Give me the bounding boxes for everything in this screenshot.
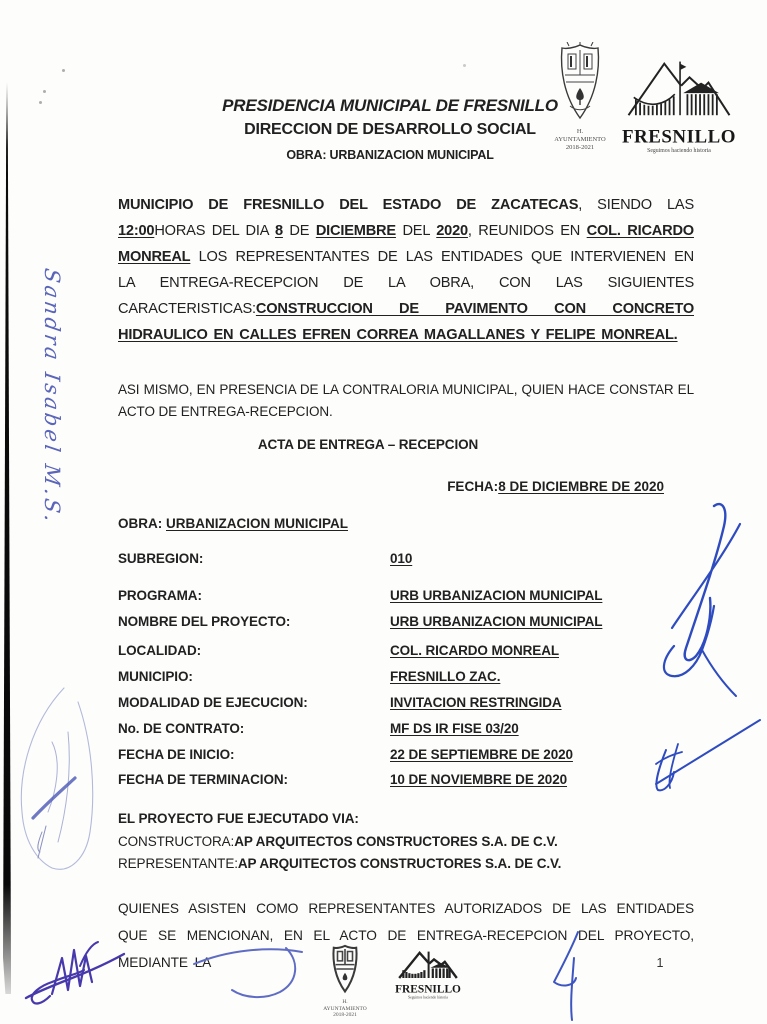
signature-left-faint	[12, 682, 117, 877]
scan-edge-artifact	[3, 82, 11, 994]
footer-crest-caption-line2: 2018-2021	[333, 1012, 357, 1018]
field-value: 010	[390, 551, 413, 566]
crest-caption-line1: H. AYUNTAMIENTO	[554, 128, 606, 143]
text-segment: LOS REPRESENTANTES DE LAS ENTIDADES QUE INTERVIENEN EN LA ENTREGA-RECEPCION DE LA OBRA, CON LAS SIGUIENTES CARACTERISTICAS:	[118, 249, 694, 317]
text-segment: DE	[282, 223, 316, 239]
execution-value: AP ARQUITECTOS CONSTRUCTORES S.A. DE C.V.	[237, 856, 562, 871]
execution-heading: EL PROYECTO FUE EJECUTADO VIA:	[118, 811, 359, 826]
field-row-fecha-inicio	[118, 747, 694, 773]
signature-right-lower	[648, 692, 767, 797]
document-title: ACTA DE ENTREGA – RECEPCION	[257, 437, 479, 452]
footer-fresnillo-tagline: Seguimos haciendo historia	[408, 995, 448, 1000]
footer-fresnillo-logo-icon	[380, 948, 476, 1008]
obra-label: OBRA:	[118, 516, 166, 531]
signature-bottom-left	[22, 936, 132, 1011]
field-value: COL. RICARDO MONREAL	[390, 643, 559, 659]
closing-paragraph: QUIENES ASISTEN COMO REPRESENTANTES AUTORIZADOS DE LAS ENTIDADES QUE SE MENCIONAN, EN EL ACTO DE ENTREGA-RECEPCION DEL PROYECTO, MEDIANTE LA	[118, 901, 694, 970]
scan-speck	[43, 90, 46, 93]
pen-stroke-center	[548, 928, 590, 1024]
intro-paragraph	[118, 192, 694, 348]
text-segment: DEL	[395, 223, 437, 239]
field-value: INVITACION RESTRINGIDA	[390, 694, 562, 710]
crest-caption	[554, 128, 606, 152]
footer-municipal-crest	[322, 944, 368, 1019]
text-segment: , SIENDO LAS	[578, 197, 694, 213]
field-label: NOMBRE DEL PROYECTO:	[118, 613, 291, 629]
obra-line	[118, 516, 348, 531]
text-segment: , REUNIDOS EN	[467, 223, 587, 239]
field-row-contrato	[118, 721, 694, 747]
municipal-crest	[554, 42, 606, 152]
project-fields	[118, 551, 694, 798]
date-value: 8 DE DICIEMBRE DE 2020	[498, 479, 664, 494]
text-segment: DICIEMBRE	[315, 223, 396, 239]
execution-label: CONSTRUCTORA:	[118, 833, 235, 849]
field-label: SUBREGION:	[118, 551, 204, 566]
date-label: FECHA:	[447, 479, 499, 494]
field-label: LOCALIDAD:	[118, 643, 201, 659]
fresnillo-tagline: Seguimos haciendo historia	[647, 148, 711, 155]
execution-label: REPRESENTANTE:	[118, 856, 238, 871]
field-label: MUNICIPIO:	[118, 669, 193, 685]
header-line-direccion: DIRECCION DE DESARROLLO SOCIAL	[244, 121, 536, 138]
field-label: FECHA DE TERMINACION:	[118, 772, 288, 788]
scan-speck	[39, 101, 42, 104]
field-row-subregion	[118, 551, 694, 577]
obra-value: URBANIZACION MUNICIPAL	[166, 516, 348, 531]
crest-caption-line2: 2018-2021	[565, 144, 595, 151]
field-value: 10 DE NOVIEMBRE DE 2020	[390, 772, 568, 788]
text-segment: 2020	[436, 223, 468, 239]
footer-fresnillo-wordmark: FRESNILLO	[395, 983, 461, 996]
fresnillo-wordmark: FRESNILLO	[621, 126, 737, 148]
witness-paragraph: ASI MISMO, EN PRESENCIA DE LA CONTRALORIA MUNICIPAL, QUIEN HACE CONSTAR EL ACTO DE ENTREGA-RECEPCION.	[118, 382, 694, 419]
field-value: FRESNILLO ZAC.	[390, 669, 501, 685]
handwritten-margin-note: Sandra Isabel M.S.	[40, 266, 64, 527]
text-segment: COL. RICARDO MONREAL	[118, 223, 694, 265]
signature-right-large	[652, 498, 767, 708]
execution-value: AP ARQUITECTOS CONSTRUCTORES S.A. DE C.V.	[234, 833, 558, 849]
text-segment: 12:00	[118, 223, 155, 239]
footer-crest-caption-line1: H. AYUNTAMIENTO	[323, 999, 367, 1012]
crest-shield-icon	[556, 42, 604, 122]
text-segment: MUNICIPIO DE FRESNILLO DEL ESTADO DE ZACATECAS	[118, 197, 579, 213]
scan-speck	[463, 64, 466, 67]
header-line-presidencia: PRESIDENCIA MUNICIPAL DE FRESNILLO	[222, 96, 558, 115]
field-row-nombre-proyecto	[118, 614, 694, 640]
text-segment: HORAS DEL DIA	[154, 223, 275, 239]
field-value: MF DS IR FISE 03/20	[390, 720, 519, 736]
signature-bottom-center	[188, 938, 308, 1008]
text-segment: CONSTRUCCION DE PAVIMENTO CON CONCRETO HIDRAULICO EN CALLES EFREN CORREA MAGALLANES Y FELIPE MONREAL.	[118, 301, 694, 343]
footer-crest-caption	[322, 999, 368, 1019]
field-label: MODALIDAD DE EJECUCION:	[118, 694, 308, 710]
header-line-obra: OBRA: URBANIZACION MUNICIPAL	[286, 148, 494, 162]
execution-block	[118, 808, 694, 876]
fresnillo-logo	[620, 50, 738, 177]
field-row-fecha-terminacion	[118, 772, 694, 798]
field-label: FECHA DE INICIO:	[118, 746, 235, 762]
field-label: No. DE CONTRATO:	[118, 720, 245, 736]
execution-row-representante	[118, 853, 694, 876]
fresnillo-logo-icon	[620, 50, 738, 172]
scan-speck	[62, 69, 65, 72]
field-row-municipio	[118, 669, 694, 695]
footer-fresnillo-logo	[378, 948, 478, 1013]
field-row-localidad	[118, 643, 694, 669]
date-line	[118, 479, 664, 494]
footer-crest-shield-icon	[328, 944, 362, 994]
field-row-programa	[118, 588, 694, 614]
field-value: URB URBANIZACION MUNICIPAL	[390, 587, 603, 603]
text-segment: 8	[274, 223, 283, 239]
field-value: URB URBANIZACION MUNICIPAL	[390, 613, 603, 629]
field-value: 22 DE SEPTIEMBRE DE 2020	[390, 746, 573, 762]
page-number: 1	[656, 956, 664, 970]
field-row-modalidad	[118, 695, 694, 721]
field-label: PROGRAMA:	[118, 587, 202, 603]
execution-row-constructora	[118, 831, 694, 854]
